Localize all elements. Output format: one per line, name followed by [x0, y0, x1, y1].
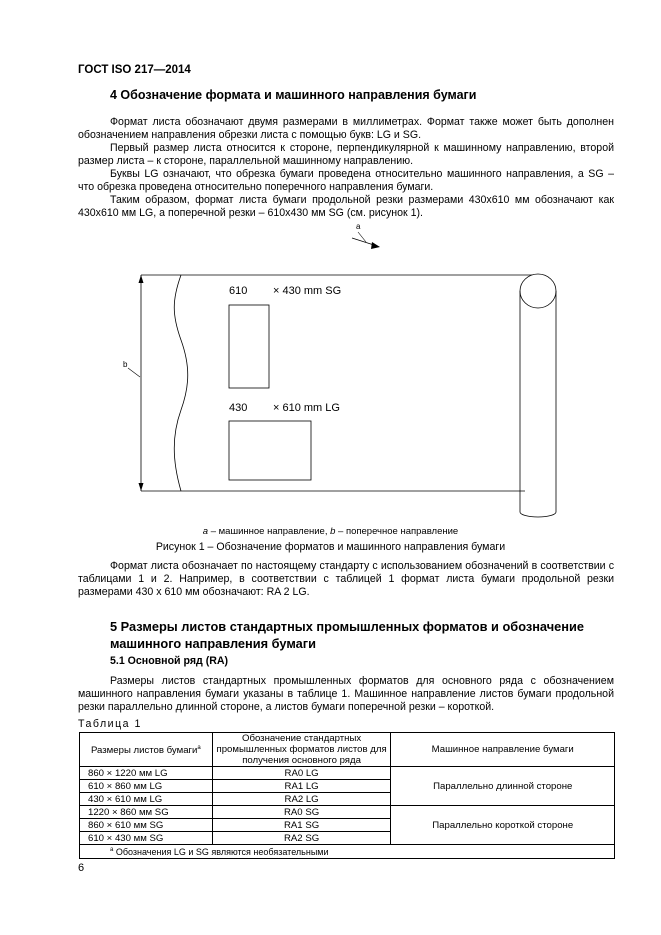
after-figure-paragraph: Формат листа обозначает по настоящему стандарту с использованием обозначений в соответствии с таблицами 1 и 2. Например, в соответствии с таблицей 1 формат листа бумаги продольной резки размерами 430 х 610 мм обозначают: RA 2 LG. [78, 560, 614, 599]
cell-code: RA0 LG [212, 767, 391, 780]
cell-code: RA0 SG [212, 806, 391, 819]
table-caption: Таблица 1 [78, 718, 142, 730]
sheet-610x430-sg [229, 305, 269, 388]
cell-code: RA1 SG [212, 819, 391, 832]
table-header-row [80, 733, 615, 767]
cell-size: 1220 × 860 мм SG [80, 806, 213, 819]
section4-paragraph-3: Буквы LG означают, что обрезка бумаги проведена относительно машинного направления, а SG – что обрезка проведена относительно поперечного направления бумаги. [78, 168, 614, 194]
page-number: 6 [78, 862, 85, 874]
table-1 [79, 732, 615, 859]
cell-code: RA2 LG [212, 793, 391, 806]
roll-top-ellipse [520, 274, 556, 308]
header-machine-direction: Машинное направление бумаги [391, 733, 615, 767]
section4-paragraph-2: Первый размер листа относится к стороне, перпендикулярной к машинному направлению, второй размер листа – к стороне, параллельной машинному направлению. [78, 142, 614, 168]
section5-title: 5 Размеры листов стандартных промышленных форматов и обозначение машинного направления бумаги [110, 619, 584, 651]
break-wavy-line [174, 275, 188, 491]
section4-paragraph-1: Формат листа обозначают двумя размерами в миллиметрах. Формат также может быть дополнен обозначением направления обрезки листа с помощью букв: LG и SG. [78, 116, 614, 142]
cell-size: 430 × 610 мм LG [80, 793, 213, 806]
dimension-b-arrow-bottom [139, 483, 144, 491]
sheet-430x610-lg [229, 421, 311, 480]
sheet1-dimension: × 430 mm SG [273, 285, 342, 297]
standard-header: ГОСТ ISO 217—2014 [78, 64, 191, 76]
header-designation: Обозначение стандартных промышленных форматов листов для получения основного ряда [212, 733, 391, 767]
table-row [80, 767, 615, 780]
cell-code: RA1 LG [212, 780, 391, 793]
dimension-b-leader [128, 368, 140, 377]
cell-direction-long: Параллельно длинной стороне [391, 767, 615, 806]
sheet2-dimension: × 610 mm LG [273, 402, 340, 414]
header-sizes: Размеры листов бумаги$^а$ [80, 733, 213, 767]
label-a: a [356, 222, 361, 231]
label-b: b [123, 360, 128, 369]
cell-size: 860 × 1220 мм LG [80, 767, 213, 780]
cell-size: 860 × 610 мм SG [80, 819, 213, 832]
section5-1-subtitle: 5.1 Основной ряд (RA) [110, 655, 229, 667]
arrow-a-head [371, 242, 380, 249]
section4-title: 4 Обозначение формата и машинного направления бумаги [110, 88, 477, 102]
cell-size: 610 × 430 мм SG [80, 832, 213, 845]
table-footnote: $^а$ Обозначения LG и SG являются необязательными [80, 845, 615, 859]
section4-paragraph-4: Таким образом, формат листа бумаги продольной резки размерами 430х610 мм обозначают как 430х610 мм LG, а поперечной резки – 610х430 мм SG (см. рисунок 1). [78, 194, 614, 220]
section5-paragraph: Размеры листов стандартных промышленных форматов для основного ряда с обозначением машинного направления бумаги указаны в таблице 1. Машинное направление листов бумаги продольной резки параллельно длинной стороне, а листов бумаги поперечной резки – короткой. [78, 675, 614, 714]
figure-caption: Рисунок 1 – Обозначение форматов и машинного направления бумаги [155, 541, 506, 553]
cell-size: 610 × 860 мм LG [80, 780, 213, 793]
dimension-b-arrow-top [139, 275, 144, 283]
table-row [80, 806, 615, 819]
cell-code: RA2 SG [212, 832, 391, 845]
figure-legend: a – машинное направление, b – поперечное направление [202, 526, 459, 537]
table-footnote-row [80, 845, 615, 859]
sheet1-number: 610 [229, 285, 248, 297]
cell-direction-short: Параллельно короткой стороне [391, 806, 615, 845]
sheet2-number: 430 [229, 402, 248, 414]
roll-bottom-arc [520, 512, 556, 517]
